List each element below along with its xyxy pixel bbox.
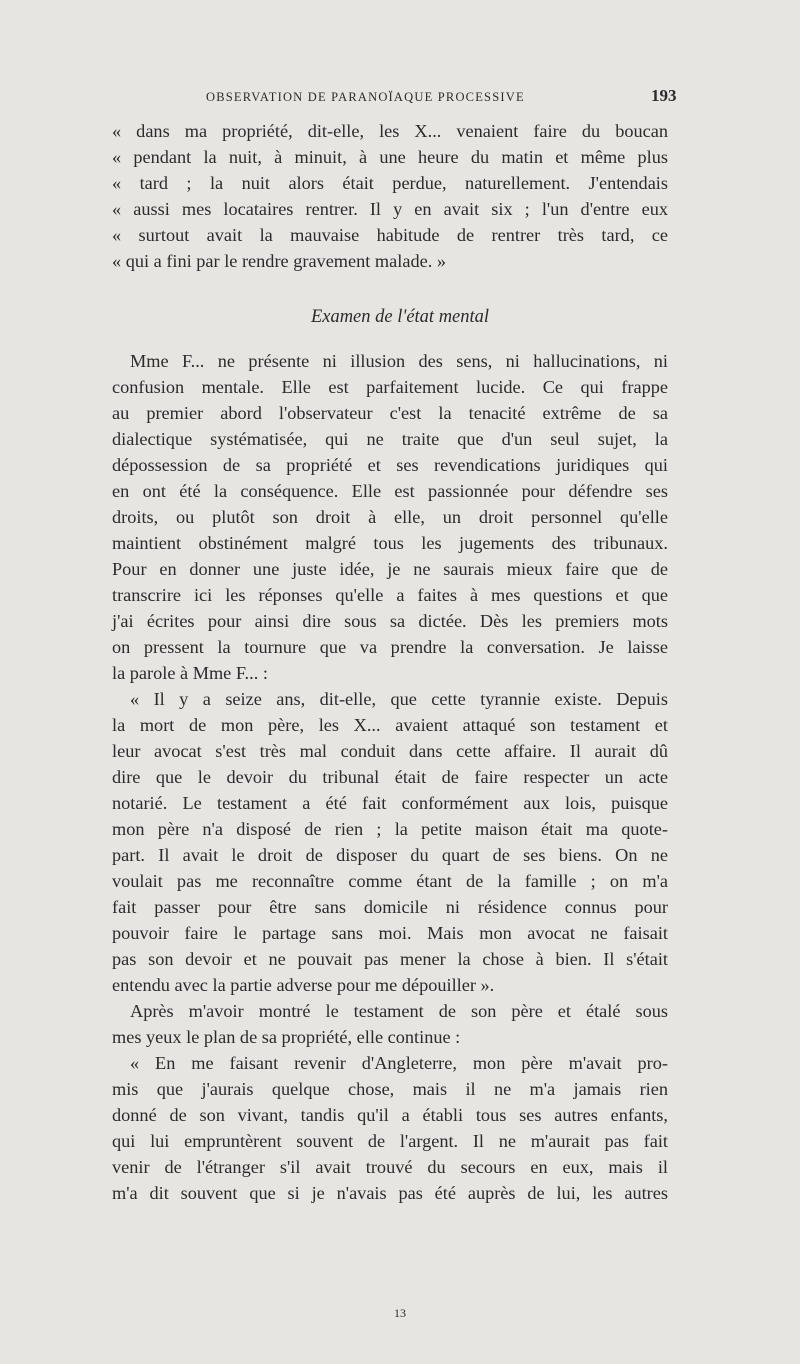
line-16: Pour en donner une juste idée, je ne saurais mieux faire que de: [112, 559, 668, 579]
line-18: j'ai écrites pour ainsi dire sous sa dictée. Dès les premiers mots: [112, 611, 668, 631]
line-24: dire que le devoir du tribunal était de faire respecter un acte: [112, 767, 668, 787]
line-10: au premier abord l'observateur c'est la tenacité extrême de sa: [112, 403, 668, 423]
line-5: « surtout avait la mauvaise habitude de rentrer très tard, ce: [112, 225, 668, 245]
line-30: pouvoir faire le partage sans moi. Mais mon avocat ne faisait: [112, 923, 668, 943]
line-23: leur avocat s'est très mal conduit dans cette affaire. Il aurait dû: [112, 741, 668, 761]
line-3: « tard ; la nuit alors était perdue, naturellement. J'entendais: [112, 173, 668, 193]
line-21: « Il y a seize ans, dit-elle, que cette tyrannie existe. Depuis: [130, 689, 668, 709]
line-22: la mort de mon père, les X... avaient attaqué son testament et: [112, 715, 668, 735]
line-37: donné de son vivant, tandis qu'il a établi tous ses autres enfants,: [112, 1105, 668, 1125]
running-head: [0, 86, 800, 110]
line-4: « aussi mes locataires rentrer. Il y en avait six ; l'un d'entre eux: [112, 199, 668, 219]
line-39: venir de l'étranger s'il avait trouvé du secours en eux, mais il: [112, 1157, 668, 1177]
line-12: dépossession de sa propriété et ses revendications juridiques qui: [112, 455, 668, 475]
line-31: pas son devoir et ne pouvait pas mener la chose à bien. Il s'était: [112, 949, 668, 969]
running-title: OBSERVATION DE PARANOÏAQUE PROCESSIVE: [206, 90, 525, 104]
line-25: notarié. Le testament a été fait conformément aux lois, puisque: [112, 793, 668, 813]
line-6: « qui a fini par le rendre gravement malade. »: [112, 251, 446, 271]
line-26: mon père n'a disposé de rien ; la petite maison était ma quote-: [112, 819, 668, 839]
line-2: « pendant la nuit, à minuit, à une heure du matin et même plus: [112, 147, 668, 167]
line-15: maintient obstinément malgré tous les jugements des tribunaux.: [112, 533, 668, 553]
line-27: part. Il avait le droit de disposer du quart de ses biens. On ne: [112, 845, 668, 865]
line-40: m'a dit souvent que si je n'avais pas été auprès de lui, les autres: [112, 1183, 668, 1203]
line-11: dialectique systématisée, qui ne traite que d'un seul sujet, la: [112, 429, 668, 449]
line-38: qui lui empruntèrent souvent de l'argent. Il ne m'aurait pas fait: [112, 1131, 668, 1151]
line-9: confusion mentale. Elle est parfaitement lucide. Ce qui frappe: [112, 377, 668, 397]
line-32: entendu avec la partie adverse pour me dépouiller ».: [112, 975, 495, 995]
line-36: mis que j'aurais quelque chose, mais il ne m'a jamais rien: [112, 1079, 668, 1099]
line-8: Mme F... ne présente ni illusion des sens, ni hallucinations, ni: [130, 351, 668, 371]
section-heading: Examen de l'état mental: [310, 307, 490, 327]
line-33: Après m'avoir montré le testament de son père et étalé sous: [130, 1001, 668, 1021]
line-29: fait passer pour être sans domicile ni résidence connus pour: [112, 897, 668, 917]
line-14: droits, ou plutôt son droit à elle, un droit personnel qu'elle: [112, 507, 668, 527]
line-17: transcrire ici les réponses qu'elle a faites à mes questions et que: [112, 585, 668, 605]
line-13: en ont été la conséquence. Elle est passionnée pour défendre ses: [112, 481, 668, 501]
line-19: on pressent la tournure que va prendre la conversation. Je laisse: [112, 637, 668, 657]
signature-mark: 13: [394, 1306, 406, 1320]
line-34: mes yeux le plan de sa propriété, elle continue :: [112, 1027, 461, 1047]
line-1: « dans ma propriété, dit-elle, les X... venaient faire du boucan: [112, 121, 668, 141]
line-35: « En me faisant revenir d'Angleterre, mon père m'avait pro-: [130, 1053, 668, 1073]
page-number: 193: [651, 86, 677, 105]
line-28: voulait pas me reconnaître comme étant de la famille ; on m'a: [112, 871, 668, 891]
line-20: la parole à Mme F... :: [112, 663, 268, 683]
